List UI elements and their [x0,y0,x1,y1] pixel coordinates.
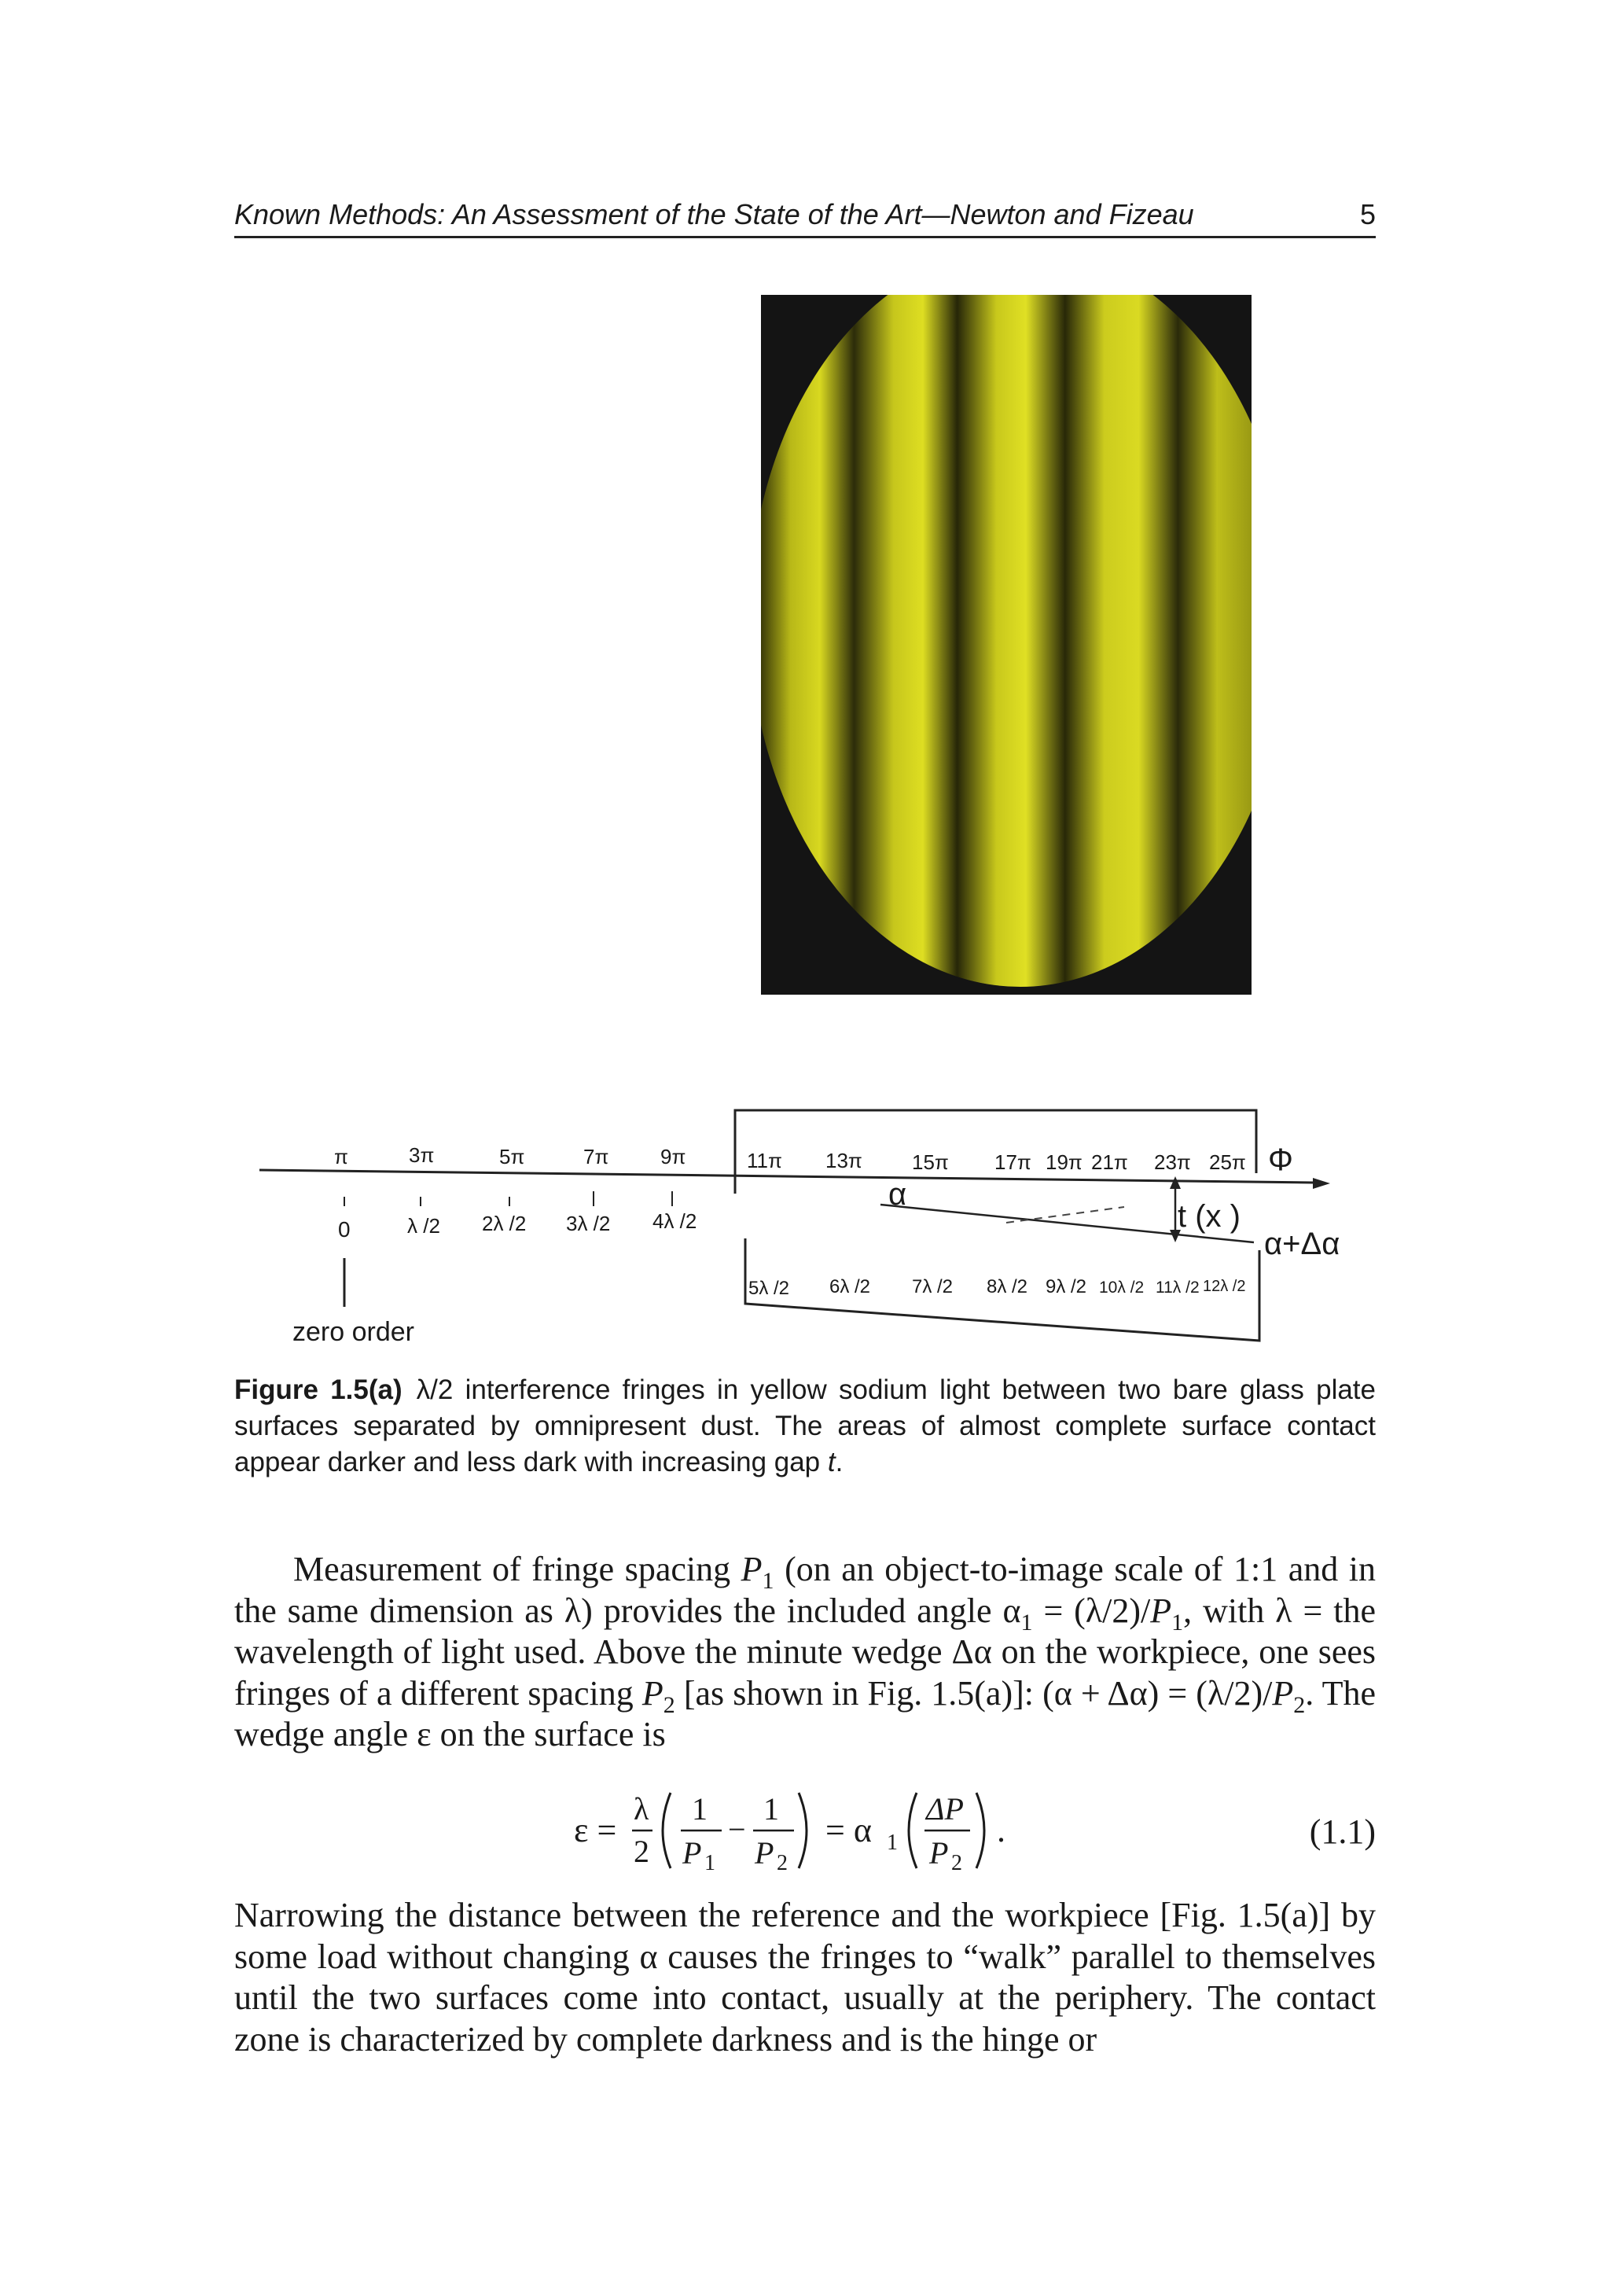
right-paren [799,1793,807,1868]
eq-p1-sub: 1 [704,1851,715,1875]
wedge-label: 9λ /2 [1046,1276,1087,1297]
lower-label: λ /2 [407,1214,440,1238]
p1-symbol: P [741,1550,763,1588]
right-paren [976,1793,984,1868]
phi-label: Φ [1268,1142,1293,1177]
eq-period: . [997,1811,1005,1849]
eq-alpha-sub: 1 [887,1831,898,1855]
eq-p2-sub: 2 [951,1851,962,1875]
p1-text: [as shown in Fig. 1.5(a)]: (α + Δα) = (λ/2)/ [675,1673,1273,1713]
gap-arrow-up-icon [1170,1176,1181,1189]
page-number: 5 [1359,198,1376,230]
p1-sub: 2 [663,1691,675,1718]
p1-sub: 1 [1171,1609,1184,1636]
wedge-label: 6λ /2 [829,1276,871,1297]
lower-label: 4λ /2 [652,1209,697,1233]
caption-gap-symbol: t [827,1447,836,1477]
figure-caption [234,1372,1376,1481]
p1-sub: 1 [762,1567,774,1594]
paragraph-1 [234,1549,1376,1756]
left-paren [663,1793,671,1868]
p1-sub: 1 [1020,1609,1033,1636]
zero-order-label: zero order [292,1317,414,1347]
phase-label: 13π [825,1149,862,1172]
phase-label: 3π [409,1143,435,1167]
p1-text: Measurement of fringe spacing [293,1550,741,1588]
phase-label: 21π [1091,1150,1128,1174]
p1-symbol: P [1150,1591,1172,1630]
wedge-label: 8λ /2 [987,1276,1028,1297]
equation-number: (1.1) [1309,1812,1376,1851]
eq-lambda: λ [634,1791,649,1827]
lower-label: 2λ /2 [482,1212,527,1235]
eq-two: 2 [634,1834,649,1869]
eq-one: 1 [692,1791,708,1827]
eq-p2-sub: 2 [777,1851,788,1875]
alpha-delta-label: α+Δα [1264,1227,1340,1261]
p1-text: = (λ/2)/ [1032,1591,1151,1630]
caption-label: Figure 1.5(a) [234,1374,402,1405]
lower-label: 3λ /2 [566,1212,611,1235]
p1-text: (on an object-to-image scale of 1:1 and in the same dimension as λ) provides the included angle α [234,1550,1376,1630]
dashed-line [1006,1207,1124,1223]
eq-one: 1 [763,1791,779,1827]
wedge-label: 5λ /2 [748,1278,790,1299]
arrow-head-icon [1313,1178,1330,1189]
wedge-diagram [259,1101,1360,1360]
phase-label: 5π [499,1145,525,1168]
wedge-label: 12λ /2 [1203,1278,1246,1295]
phase-label: 7π [583,1145,609,1168]
eq-deltap: ΔP [926,1791,964,1827]
eq-lhs: ε = [574,1811,617,1849]
phase-label: 23π [1154,1150,1191,1174]
phase-label: 25π [1209,1150,1246,1174]
eq-p2: P [929,1835,949,1871]
p1-text: . The wedge angle ε on the surface is [234,1673,1376,1753]
phase-label: 17π [994,1150,1031,1174]
zero-tick-label: 0 [338,1217,351,1242]
p1-symbol: P [1272,1673,1294,1713]
eq-p1: P [682,1835,702,1871]
left-paren [909,1793,917,1868]
fringe-photo [761,295,1252,995]
wedge-label: 10λ /2 [1099,1279,1145,1297]
caption-text: λ/2 interference fringes in yellow sodium light between two bare glass plate surfaces separated by omnipresent dust. The areas of almost complete surface contact appear darker and less dark with increasing gap [234,1374,1376,1477]
phase-label: 19π [1046,1150,1083,1174]
wedge-label: 7λ /2 [912,1276,954,1297]
eq-alpha: = α [825,1811,872,1849]
phase-label: π [334,1145,348,1168]
eq-minus: − [728,1812,746,1847]
paragraph-2: Narrowing the distance between the reference and the workpiece [Fig. 1.5(a)] by some load without changing α causes the fringes to “walk” parallel to themselves until the two surfaces come into contact, usually at the periphery. The contact zone is characterized by complete darkness and is the hinge or [234,1896,1376,2059]
gap-label: t (x ) [1178,1199,1241,1234]
equation-1-1 [234,1783,1376,1878]
running-head-title: Known Methods: An Assessment of the State of the Art—Newton and Fizeau [234,198,1194,230]
p1-sub: 2 [1293,1691,1306,1718]
alpha-label: α [888,1177,907,1212]
eq-p2: P [755,1835,774,1871]
phase-label: 9π [660,1145,686,1168]
running-head [234,198,1376,238]
phase-label: 11π [747,1149,782,1172]
p1-text: , with λ = the wavelength of light used. Above the minute wedge Δα on the workpiece, one sees fringes of a different spacing [234,1591,1376,1713]
wedge-label: 11λ /2 [1156,1279,1200,1297]
caption-end: . [835,1447,844,1477]
phase-label: 15π [912,1150,949,1174]
p1-symbol: P [641,1673,663,1713]
